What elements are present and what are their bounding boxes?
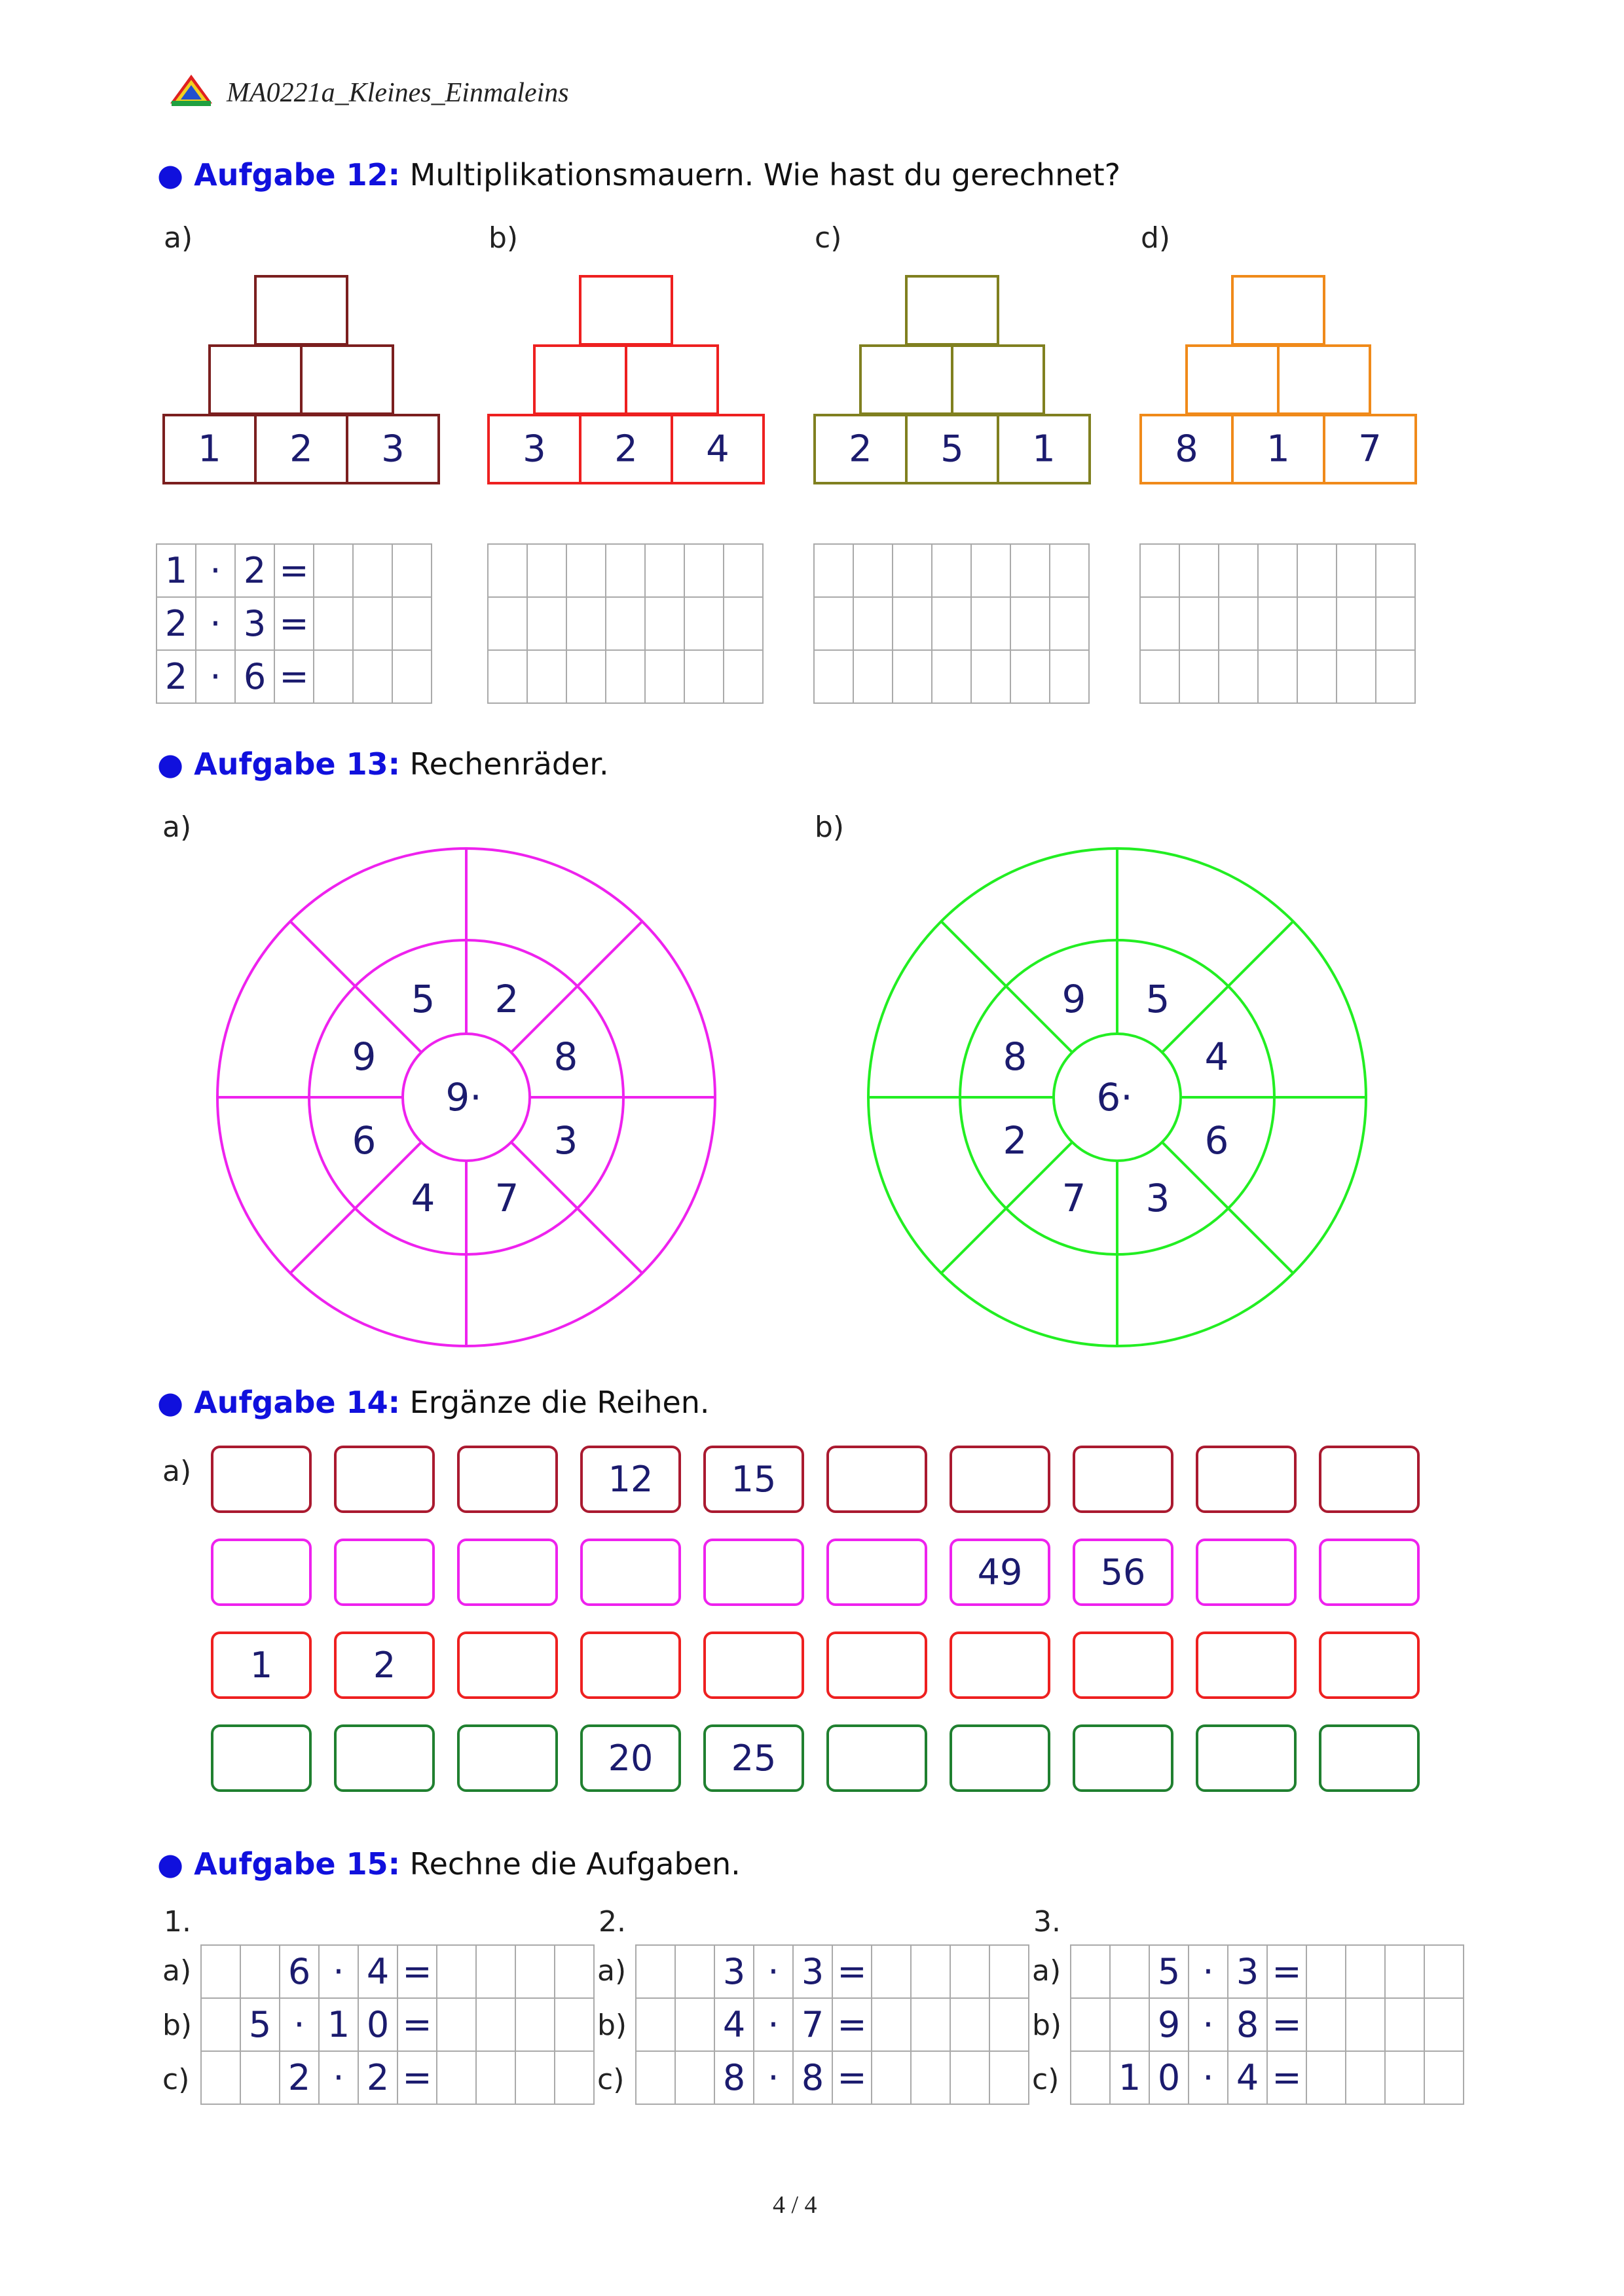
series-box[interactable] <box>457 1446 558 1513</box>
series-box[interactable] <box>950 1631 1050 1699</box>
wheel-inner-value: 7 <box>494 1176 519 1220</box>
exercise-grid-cell: = <box>832 2051 872 2104</box>
exercise-grid-cell: = <box>832 1998 872 2051</box>
exercise-grid-cell[interactable] <box>950 2051 989 2104</box>
series-box[interactable] <box>211 1446 312 1513</box>
wall-label: a) <box>164 221 193 255</box>
series-box[interactable] <box>1073 1631 1173 1699</box>
exercise-grid-cell[interactable] <box>636 1945 675 1998</box>
wheel-inner-value: 9 <box>352 1034 377 1079</box>
wheel-inner-value: 6 <box>1204 1118 1229 1163</box>
exercise-grid-cell[interactable] <box>636 1998 675 2051</box>
calc-grid-cell: · <box>196 597 235 650</box>
exercise-row-label: a) <box>162 1954 192 1988</box>
wall-base-value: 4 <box>706 428 729 471</box>
exercise-grid[interactable] <box>1070 1944 1464 2105</box>
exercise-grid-cell[interactable] <box>1306 1998 1346 2051</box>
exercise-grid-cell[interactable] <box>950 1998 989 2051</box>
wheel-spoke <box>511 921 642 1052</box>
exercise-grid-cell[interactable] <box>1346 2051 1385 2104</box>
series-box[interactable] <box>211 1724 312 1792</box>
calc-grid-cell: · <box>196 544 235 597</box>
calc-grid-cell: = <box>274 650 314 703</box>
wall-label: b) <box>489 221 519 255</box>
exercise-grid-cell[interactable] <box>476 1998 515 2051</box>
wall-base-value: 1 <box>198 428 221 471</box>
wheel-spoke <box>941 921 1072 1052</box>
exercise-grid-cell[interactable] <box>1424 2051 1464 2104</box>
exercise-row-label: a) <box>1032 1954 1061 1988</box>
series-box[interactable] <box>1319 1631 1420 1699</box>
exercise-grid-cell: 1 <box>1110 2051 1149 2104</box>
series-box[interactable] <box>703 1539 804 1606</box>
series-box[interactable] <box>1319 1539 1420 1606</box>
calc-grid-cell: · <box>196 650 235 703</box>
exercise-grid-cell[interactable] <box>515 1998 555 2051</box>
series-box[interactable] <box>1073 1446 1173 1513</box>
exercise-grid-cell: · <box>754 1945 793 1998</box>
exercise-grid-cell: · <box>280 1998 319 2051</box>
task-14-heading: ● Aufgabe 14: Ergänze die Reihen. <box>157 1385 710 1420</box>
exercise-grid-cell: 0 <box>1149 2051 1189 2104</box>
task-15-text: Rechne die Aufgaben. <box>400 1846 741 1882</box>
task-12-text: Multiplikationsmauern. Wie hast du gerechnet? <box>400 157 1121 192</box>
series-box[interactable] <box>457 1539 558 1606</box>
exercise-grid-cell[interactable] <box>675 1998 714 2051</box>
exercise-grid-cell: 8 <box>793 2051 832 2104</box>
wheel-inner-value: 2 <box>1003 1118 1027 1163</box>
exercise-grid-cell[interactable] <box>515 1945 555 1998</box>
task-12-heading: ● Aufgabe 12: Multiplikationsmauern. Wie hast du gerechnet? <box>157 157 1121 192</box>
exercise-title: 2. <box>599 1905 626 1939</box>
exercise-grid-cell[interactable] <box>872 1945 911 1998</box>
exercise-grid-cell[interactable] <box>1424 1945 1464 1998</box>
exercise-grid-cell: 4 <box>358 1945 397 1998</box>
exercise-grid-row <box>1071 2051 1464 2104</box>
task-15-lead: Aufgabe 15: <box>194 1846 401 1882</box>
series-box: 15 <box>703 1446 804 1513</box>
series-box[interactable] <box>334 1446 435 1513</box>
wheel-spoke <box>290 921 421 1052</box>
calc-grid-cell: 2 <box>157 597 196 650</box>
exercise-grid-cell[interactable] <box>1071 1998 1110 2051</box>
exercise-grid-row <box>201 2051 594 2104</box>
exercise-grid-cell[interactable] <box>989 1945 1029 1998</box>
series-box: 56 <box>1073 1539 1173 1606</box>
calc-grid-cell: 6 <box>235 650 274 703</box>
document-title: MA0221a_Kleines_Einmaleins <box>227 78 569 108</box>
exercise-grid-row <box>1071 1998 1464 2051</box>
exercise-title: 3. <box>1033 1905 1061 1939</box>
exercise-grid-cell[interactable] <box>872 2051 911 2104</box>
exercise-grid-cell[interactable] <box>201 2051 240 2104</box>
exercise-grid-cell[interactable] <box>911 1945 950 1998</box>
exercise-grid-cell[interactable] <box>1110 1945 1149 1998</box>
exercise-grid-cell[interactable] <box>1110 1998 1149 2051</box>
exercise-grid-cell[interactable] <box>437 2051 476 2104</box>
series-box: 2 <box>334 1631 435 1699</box>
wall-base-value: 7 <box>1358 428 1382 471</box>
exercise-grid-cell: 2 <box>280 2051 319 2104</box>
wall-base-value: 8 <box>1175 428 1198 471</box>
exercise-grid-row <box>636 2051 1029 2104</box>
wheel-inner-value: 8 <box>553 1034 578 1079</box>
wheel-inner-value: 4 <box>411 1176 435 1220</box>
exercise-title: 1. <box>164 1905 191 1939</box>
wall-base-value: 2 <box>614 428 638 471</box>
exercise-grid-cell[interactable] <box>1385 2051 1424 2104</box>
task-14-text: Ergänze die Reihen. <box>400 1385 710 1420</box>
rows-label: a) <box>162 1455 192 1488</box>
calc-grid-cell: 2 <box>157 650 196 703</box>
wall-base-value: 5 <box>940 428 964 471</box>
exercise-grid-cell: 3 <box>1228 1945 1267 1998</box>
wheel-inner-value: 5 <box>1145 977 1170 1021</box>
task-14-lead: Aufgabe 14: <box>194 1385 401 1420</box>
exercise-grid-cell[interactable] <box>555 1945 594 1998</box>
wall-base-value: 3 <box>381 428 405 471</box>
exercise-grid-cell[interactable] <box>201 1945 240 1998</box>
calc-grid-cell: 2 <box>235 544 274 597</box>
exercise-grid-cell[interactable] <box>1385 1945 1424 1998</box>
exercise-row-label: a) <box>597 1954 627 1988</box>
series-box[interactable] <box>1319 1724 1420 1792</box>
series-box[interactable] <box>1196 1724 1297 1792</box>
wheel-inner-value: 3 <box>553 1118 578 1163</box>
exercise-grid-row <box>1071 1945 1464 1998</box>
wheel-inner-value: 2 <box>494 977 519 1021</box>
exercise-grid[interactable] <box>635 1944 1029 2105</box>
exercise-grid-cell: · <box>754 2051 793 2104</box>
series-box[interactable] <box>1196 1446 1297 1513</box>
exercise-grid-cell[interactable] <box>989 1998 1029 2051</box>
exercise-grid-cell[interactable] <box>437 1998 476 2051</box>
series-box[interactable] <box>1196 1631 1297 1699</box>
exercise-grid-cell[interactable] <box>240 2051 280 2104</box>
exercise-grid-cell: = <box>832 1945 872 1998</box>
series-box[interactable] <box>1319 1446 1420 1513</box>
exercise-grid-cell[interactable] <box>1071 2051 1110 2104</box>
exercise-row-label: b) <box>162 2009 193 2042</box>
exercise-grid-cell: · <box>1189 1998 1228 2051</box>
wall-label: d) <box>1141 221 1171 255</box>
exercise-grid-cell: 9 <box>1149 1998 1189 2051</box>
series-box[interactable] <box>950 1446 1050 1513</box>
series-box: 25 <box>703 1724 804 1792</box>
series-box: 1 <box>211 1631 312 1699</box>
wall-base-value: 2 <box>849 428 872 471</box>
exercise-grid-cell: 5 <box>240 1998 280 2051</box>
wheel-b-label: b) <box>815 811 845 844</box>
exercise-grid-cell[interactable] <box>1424 1998 1464 2051</box>
exercise-grid-cell[interactable] <box>1306 2051 1346 2104</box>
wheel-center-value: 6· <box>1096 1075 1133 1120</box>
exercise-grid-cell: 2 <box>358 2051 397 2104</box>
task-13-heading: ● Aufgabe 13: Rechenräder. <box>157 746 609 782</box>
series-box[interactable] <box>703 1631 804 1699</box>
series-box[interactable] <box>334 1724 435 1792</box>
page-number: 4 / 4 <box>773 2191 817 2219</box>
exercise-grid-cell: 4 <box>1228 2051 1267 2104</box>
wheel-a-label: a) <box>162 811 192 844</box>
series-box[interactable] <box>1196 1539 1297 1606</box>
exercise-grid-cell[interactable] <box>1385 1998 1424 2051</box>
exercise-grid-cell: 0 <box>358 1998 397 2051</box>
exercise-grid-cell: 4 <box>714 1998 754 2051</box>
exercise-grid-cell[interactable] <box>1071 1945 1110 1998</box>
exercise-grid-cell[interactable] <box>1306 1945 1346 1998</box>
wheel-inner-value: 7 <box>1061 1176 1086 1220</box>
exercise-grid-cell: = <box>397 1945 437 1998</box>
exercise-grid-cell[interactable] <box>476 1945 515 1998</box>
exercise-grid-row <box>201 1945 594 1998</box>
task-13-text: Rechenräder. <box>400 746 609 782</box>
calc-grid-cell: = <box>274 544 314 597</box>
exercise-grid-cell: 3 <box>714 1945 754 1998</box>
exercise-grid-cell: 7 <box>793 1998 832 2051</box>
exercise-grid-cell[interactable] <box>437 1945 476 1998</box>
wheel-inner-value: 8 <box>1003 1034 1027 1079</box>
wheel-inner-value: 4 <box>1204 1034 1229 1079</box>
exercise-grid-cell: = <box>1267 1945 1306 1998</box>
exercise-grid-cell: · <box>1189 1945 1228 1998</box>
task-12-lead: Aufgabe 12: <box>194 157 401 192</box>
wheel-inner-value: 9 <box>1061 977 1086 1021</box>
exercise-grid-row <box>201 1998 594 2051</box>
series-box[interactable] <box>334 1539 435 1606</box>
exercise-grid-cell[interactable] <box>911 1998 950 2051</box>
exercise-grid-cell: 3 <box>793 1945 832 1998</box>
series-box[interactable] <box>826 1631 927 1699</box>
series-box[interactable] <box>826 1446 927 1513</box>
exercise-grid-cell: · <box>319 1945 358 1998</box>
exercise-row-label: b) <box>597 2009 627 2042</box>
series-box[interactable] <box>457 1724 558 1792</box>
series-box[interactable] <box>457 1631 558 1699</box>
wheel-inner-value: 6 <box>352 1118 377 1163</box>
exercise-row-label: c) <box>162 2063 190 2096</box>
series-box[interactable] <box>211 1539 312 1606</box>
exercise-row-label: c) <box>597 2063 625 2096</box>
exercise-grid-cell: 6 <box>280 1945 319 1998</box>
wall-base-value: 2 <box>289 428 313 471</box>
exercise-grid-cell: 1 <box>319 1998 358 2051</box>
series-box: 49 <box>950 1539 1050 1606</box>
series-box[interactable] <box>826 1724 927 1792</box>
exercise-grid-cell[interactable] <box>872 1998 911 2051</box>
wall-label: c) <box>815 221 842 255</box>
exercise-grid-cell[interactable] <box>950 1945 989 1998</box>
series-box[interactable] <box>1073 1724 1173 1792</box>
exercise-grid-cell[interactable] <box>1346 1998 1385 2051</box>
wheel-inner-value: 3 <box>1145 1176 1170 1220</box>
exercise-row-label: b) <box>1032 2009 1062 2042</box>
exercise-grid-cell: = <box>397 2051 437 2104</box>
exercise-grid-cell[interactable] <box>1346 1945 1385 1998</box>
exercise-grid-cell[interactable] <box>636 2051 675 2104</box>
wall-base-value: 1 <box>1032 428 1056 471</box>
exercise-grid-cell[interactable] <box>201 1998 240 2051</box>
exercise-grid-cell: · <box>1189 2051 1228 2104</box>
exercise-grid-cell[interactable] <box>911 2051 950 2104</box>
exercise-grid-cell[interactable] <box>675 1945 714 1998</box>
exercise-grid-cell[interactable] <box>555 2051 594 2104</box>
task-13-lead: Aufgabe 13: <box>194 746 401 782</box>
wall-base-value: 3 <box>523 428 546 471</box>
exercise-grid-cell: 5 <box>1149 1945 1189 1998</box>
exercise-grid-cell: 8 <box>714 2051 754 2104</box>
exercise-grid-row <box>636 1998 1029 2051</box>
series-box: 12 <box>580 1446 681 1513</box>
exercise-grid-cell[interactable] <box>240 1945 280 1998</box>
wheel-spoke <box>1162 921 1293 1052</box>
exercise-grid-cell: = <box>1267 1998 1306 2051</box>
calc-grid-cell: = <box>274 597 314 650</box>
task-15-heading: ● Aufgabe 15: Rechne die Aufgaben. <box>157 1846 741 1882</box>
exercise-grid[interactable] <box>200 1944 595 2105</box>
series-box[interactable] <box>950 1724 1050 1792</box>
exercise-grid-cell: = <box>1267 2051 1306 2104</box>
exercise-grid-cell: 8 <box>1228 1998 1267 2051</box>
wheel-inner-value: 5 <box>411 977 435 1021</box>
exercise-grid-cell[interactable] <box>675 2051 714 2104</box>
calc-grid-cell: 1 <box>157 544 196 597</box>
wheel-center-value: 9· <box>445 1075 482 1120</box>
series-box[interactable] <box>826 1539 927 1606</box>
wall-base-value: 1 <box>1266 428 1290 471</box>
exercise-grid-cell: · <box>319 2051 358 2104</box>
series-box[interactable] <box>580 1631 681 1699</box>
exercise-grid-cell: · <box>754 1998 793 2051</box>
series-box[interactable] <box>580 1539 681 1606</box>
exercise-grid-cell: = <box>397 1998 437 2051</box>
exercise-grid-row <box>636 1945 1029 1998</box>
exercise-grid-cell[interactable] <box>515 2051 555 2104</box>
series-box: 20 <box>580 1724 681 1792</box>
exercise-grid-cell[interactable] <box>989 2051 1029 2104</box>
exercise-grid-cell[interactable] <box>476 2051 515 2104</box>
exercise-grid-cell[interactable] <box>555 1998 594 2051</box>
calc-grid-cell: 3 <box>235 597 274 650</box>
exercise-row-label: c) <box>1032 2063 1060 2096</box>
